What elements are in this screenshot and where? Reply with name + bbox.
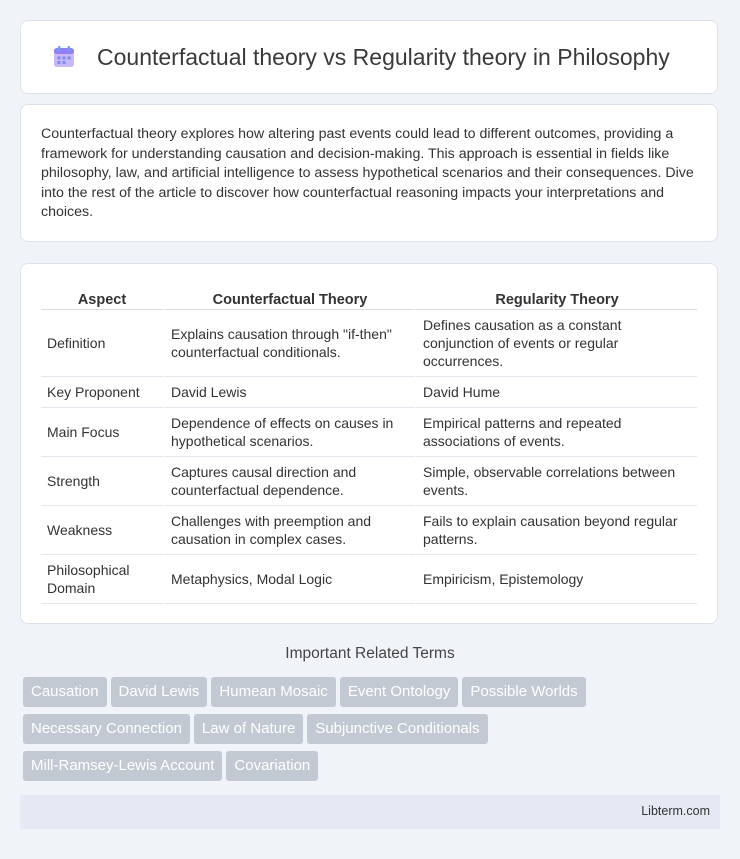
cell-aspect: Key Proponent [41,377,163,408]
tag-event-ontology[interactable]: Event Ontology [340,677,459,707]
title-card [20,20,718,94]
cell-aspect: Philosophical Domain [41,555,163,604]
tag-necessary-connection[interactable]: Necessary Connection [23,714,190,744]
tag-mill-ramsey-lewis-account[interactable]: Mill-Ramsey-Lewis Account [23,751,222,781]
cell-regularity: Simple, observable correlations between events. [415,457,697,506]
tag-law-of-nature[interactable]: Law of Nature [194,714,303,744]
site-credit[interactable]: Libterm.com [641,804,710,818]
cell-regularity: David Hume [415,377,697,408]
cell-counterfactual: Dependence of effects on causes in hypothetical scenarios. [163,408,415,457]
tag-humean-mosaic[interactable]: Humean Mosaic [211,677,335,707]
intro-paragraph: Counterfactual theory explores how altering past events could lead to different outcomes, providing a framework for understanding causation and decision-making. This approach is essential in fields like philosophy, law, and artificial intelligence to assess hypothetical scenarios and their consequences. Dive into the rest of the article to discover how counterfactual reasoning impacts your interpretations and choices. [41,126,694,220]
header-aspect: Aspect [41,286,163,310]
related-terms-list [23,677,703,788]
page-title: Counterfactual theory vs Regularity theory in Philosophy [97,43,670,70]
tag-david-lewis[interactable]: David Lewis [111,677,208,707]
cell-aspect: Main Focus [41,408,163,457]
cell-counterfactual: Metaphysics, Modal Logic [163,555,415,604]
table-row [41,310,697,377]
cell-regularity: Empirical patterns and repeated associations of events. [415,408,697,457]
related-terms-heading: Important Related Terms [285,645,455,662]
cell-counterfactual: Captures causal direction and counterfactual dependence. [163,457,415,506]
cell-regularity: Defines causation as a constant conjunction of events or regular occurrences. [415,310,697,377]
cell-aspect: Definition [41,310,163,377]
header-counterfactual: Counterfactual Theory [163,286,415,310]
tag-possible-worlds[interactable]: Possible Worlds [462,677,585,707]
table-row [41,377,697,408]
comparison-table [41,286,697,604]
cell-counterfactual: Explains causation through "if-then" counterfactual conditionals. [163,310,415,377]
tag-causation[interactable]: Causation [23,677,107,707]
cell-regularity: Fails to explain causation beyond regular patterns. [415,506,697,555]
cell-counterfactual: David Lewis [163,377,415,408]
tag-covariation[interactable]: Covariation [226,751,318,781]
cell-aspect: Weakness [41,506,163,555]
tag-subjunctive-conditionals[interactable]: Subjunctive Conditionals [307,714,487,744]
table-row [41,555,697,604]
cell-aspect: Strength [41,457,163,506]
table-row [41,457,697,506]
table-row [41,408,697,457]
header-regularity: Regularity Theory [415,286,697,310]
table-row [41,506,697,555]
footer-bar [20,795,720,829]
cell-regularity: Empiricism, Epistemology [415,555,697,604]
calendar-icon [51,44,77,70]
intro-card [20,104,718,242]
cell-counterfactual: Challenges with preemption and causation in complex cases. [163,506,415,555]
comparison-card [20,263,718,624]
table-header-row [41,286,697,310]
